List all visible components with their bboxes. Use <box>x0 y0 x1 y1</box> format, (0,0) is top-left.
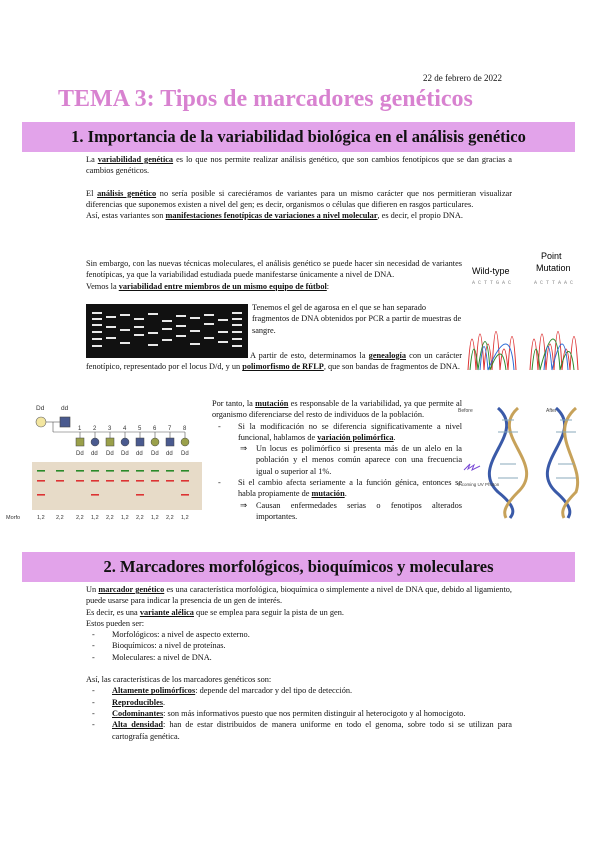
gel-band <box>121 470 129 472</box>
svg-text:1,2: 1,2 <box>37 515 45 521</box>
svg-text:1,2: 1,2 <box>151 515 159 521</box>
pedigree-individual <box>166 438 174 446</box>
svg-text:dd: dd <box>166 451 173 457</box>
svg-text:dd: dd <box>91 451 98 457</box>
gel-band <box>76 480 84 482</box>
gel-band <box>121 480 129 482</box>
paragraph: La variabilidad genética es lo que nos permite realizar análisis genético, que son cambios fenotípicos que se dan gracias a cambios genéticos. <box>86 155 512 176</box>
mutation-label: Mutation <box>536 263 571 273</box>
list-item: - Morfológicos: a nivel de aspecto externo. <box>86 629 512 640</box>
section-1-molecular <box>86 258 462 292</box>
list-item: - Si la modificación no se diferencia significativamente a nivel funcional, hablamos de variación polimórfica. <box>212 421 462 444</box>
sub-point: ⇒ Un locus es polimórfico si presenta más de un alelo en la población y el menos común aparece con una frecuencia igual o superior al 1%. <box>240 444 462 476</box>
gel-band <box>37 480 45 482</box>
svg-text:5: 5 <box>138 426 142 432</box>
marker-types-list <box>86 629 512 663</box>
svg-text:2,2: 2,2 <box>166 515 174 521</box>
svg-text:7: 7 <box>168 426 172 432</box>
svg-text:1,2: 1,2 <box>91 515 99 521</box>
svg-text:Before: Before <box>458 408 473 414</box>
svg-text:Incoming UV Photon: Incoming UV Photon <box>458 482 500 487</box>
paragraph: Estos pueden ser: <box>86 618 145 628</box>
svg-text:Dd: Dd <box>181 451 189 457</box>
pedigree-individual <box>121 438 129 446</box>
paragraph: Un marcador genético es una característica morfológica, bioquímica o simplemente a nivel de DNA que, debido al ligamiento, puede usarse para indicar la presencia de un gen de interés. <box>86 585 512 606</box>
svg-text:A C T T A A C: A C T T A A C <box>534 280 574 286</box>
list-item: - Bioquímicos: a nivel de proteínas. <box>86 640 512 651</box>
paragraph: El análisis genético no sería posible si careciéramos de variantes para un mismo carácter que nos permitieran visualizar diferencias que suponemos existen a nivel del gen; es decir, organismos o células que difieren en rasgos particulares. <box>86 188 512 209</box>
svg-text:4: 4 <box>123 426 127 432</box>
svg-text:Dd: Dd <box>151 451 159 457</box>
mutation-list <box>212 421 462 444</box>
pedigree-individual <box>136 438 144 446</box>
svg-text:2: 2 <box>93 426 97 432</box>
list-item: - Alta densidad: han de estar distribuidos de manera uniforme en todo el genoma, sobre todo si se utilizan para cartografía genética. <box>86 719 512 742</box>
pedigree-individual <box>91 438 99 446</box>
paragraph: Así, las características de los marcadores genéticos son: <box>86 675 272 685</box>
section-2-body <box>86 584 512 742</box>
section-1-intro <box>86 154 512 221</box>
point-label: Point <box>541 251 562 261</box>
svg-text:Dd: Dd <box>36 405 45 412</box>
pedigree-rflp-figure <box>6 402 204 526</box>
uv-dna-damage-figure <box>458 404 586 518</box>
pedigree-individual <box>76 438 84 446</box>
gel-band <box>181 470 189 472</box>
svg-text:Morfo: Morfo <box>6 515 21 521</box>
marker-characteristics-list <box>86 685 512 741</box>
svg-text:1,2: 1,2 <box>181 515 189 521</box>
gel-band <box>106 470 114 472</box>
svg-text:2,2: 2,2 <box>106 515 114 521</box>
list-item: - Reproducibles. <box>86 697 512 708</box>
gel-band <box>166 470 174 472</box>
gel-band <box>181 480 189 482</box>
svg-text:dd: dd <box>136 451 143 457</box>
section-1-heading: 1. Importancia de la variabilidad biológica en el análisis genético <box>71 127 526 146</box>
gel-band <box>91 470 99 472</box>
gel-band <box>76 470 84 472</box>
date: 22 de febrero de 2022 <box>423 73 502 83</box>
gel-band <box>91 494 99 496</box>
list-item: - Codominantes: son más informativos puesto que nos permiten distinguir al heterocigoto y al homocigoto. <box>86 708 512 719</box>
pedigree-individual <box>151 438 159 446</box>
svg-text:2,2: 2,2 <box>56 515 64 521</box>
svg-text:dd: dd <box>61 405 69 412</box>
gel-band <box>136 480 144 482</box>
svg-text:Dd: Dd <box>76 451 84 457</box>
svg-text:2,2: 2,2 <box>136 515 144 521</box>
section-2-heading: 2. Marcadores morfológicos, bioquímicos y moleculares <box>103 557 494 576</box>
gel-band <box>166 480 174 482</box>
gel-band <box>136 494 144 496</box>
gel-band <box>181 494 189 496</box>
svg-text:8: 8 <box>183 426 187 432</box>
gel-band <box>37 470 45 472</box>
gel-band <box>151 480 159 482</box>
mutation-section: Por tanto, la mutación es responsable de la variabilidad, ya que permite al organismo diferenciarse del resto de individuos de la población. - Si la modificación no se diferencia significativamente a nivel funcional, hablamos de variación polimórfica. ⇒ Un locus es polimórfico si presenta más de un alelo en la población y el menos común aparece con una frecuencia igual o superior al 1%. - Si el cambio afecta seriamente a la función génica, entonces se habla propiamente de mutación. ⇒ Causan enfermedades serias o fenotipos alterados importantes. <box>212 398 462 522</box>
section-2-header <box>22 552 575 582</box>
wild-type-label: Wild-type <box>472 266 510 276</box>
pedigree-individual <box>106 438 114 446</box>
page-title: TEMA 3: Tipos de marcadores genéticos <box>58 86 473 112</box>
gel-band <box>136 470 144 472</box>
list-item: - Altamente polimórficos: depende del marcador y del tipo de detección. <box>86 685 512 696</box>
paragraph: Sin embargo, con las nuevas técnicas moleculares, el análisis genético se puede hacer sin necesidad de variantes fenotípicas, ya que la variabilidad estudiada puede manifestarse únicamente a nivel de DNA. <box>86 259 462 280</box>
gel-band <box>37 494 45 496</box>
gel-caption: Tenemos el gel de agarosa en el que se han separado fragmentos de DNA obtenidos por PCR a partir de muestras de sangre. <box>252 303 462 335</box>
svg-text:6: 6 <box>153 426 157 432</box>
paragraph: Vemos la variabilidad entre miembros de un mismo equipo de fútbol: <box>86 281 330 291</box>
genealogy-paragraph: A partir de esto, determinamos la genealogía con un carácter fenotípico, representado por el locus D/d, y un polimorfismo de RFLP, que son bandas de fragmentos de DNA. <box>86 351 462 372</box>
pedigree-individual <box>181 438 189 446</box>
paragraph: Es decir, es una variante alélica que se emplea para seguir la pista de un gen. <box>86 607 344 617</box>
sub-point: ⇒ Causan enfermedades serias o fenotipos alterados importantes. <box>240 500 462 521</box>
svg-text:1,2: 1,2 <box>121 515 129 521</box>
svg-text:1: 1 <box>78 426 82 432</box>
svg-text:2,2: 2,2 <box>76 515 84 521</box>
paragraph: Así, estas variantes son manifestaciones fenotípicas de variaciones a nivel molecular, es decir, el propio DNA. <box>86 211 463 221</box>
svg-text:Dd: Dd <box>121 451 129 457</box>
point-mutation-chromatogram <box>466 248 586 376</box>
svg-text:A C T T G A C: A C T T G A C <box>472 280 512 286</box>
gel-band <box>56 480 64 482</box>
svg-text:Dd: Dd <box>106 451 114 457</box>
gel-band <box>106 480 114 482</box>
svg-text:After: After <box>546 408 557 414</box>
list-item: - Si el cambio afecta seriamente a la función génica, entonces se habla propiamente de mutación. <box>212 477 462 500</box>
gel-band <box>56 470 64 472</box>
section-1-header <box>22 122 575 152</box>
gel-band <box>91 480 99 482</box>
gel-band <box>151 470 159 472</box>
list-item: - Moleculares: a nivel de DNA. <box>86 652 512 663</box>
svg-text:3: 3 <box>108 426 112 432</box>
